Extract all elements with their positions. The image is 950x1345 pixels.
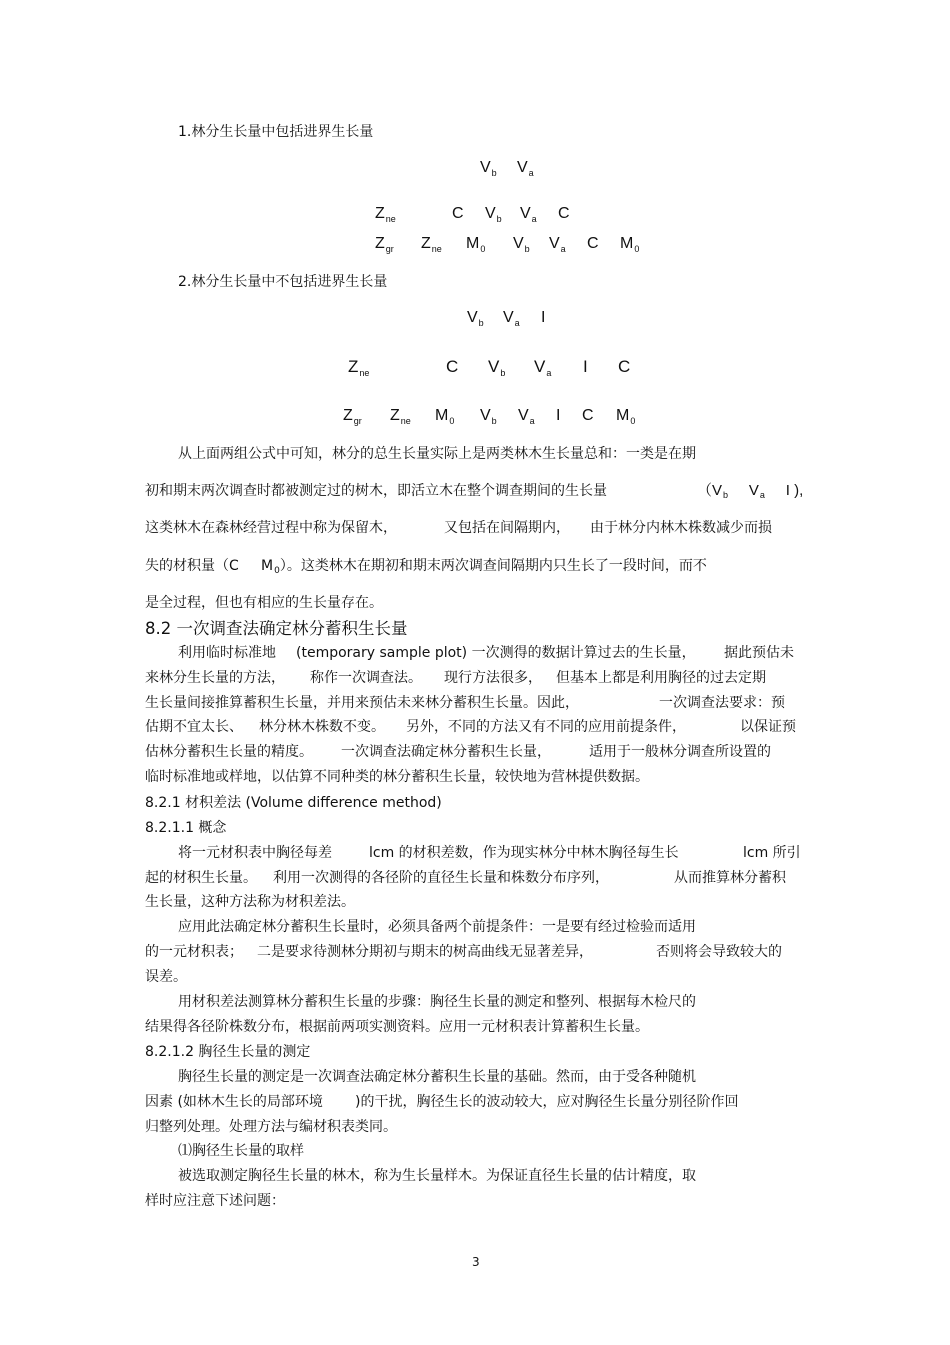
formula-symbol: $V_a$ <box>503 309 520 328</box>
section-8-2-1-1-title: 8.2.1.1 概念 <box>145 820 227 836</box>
s82-line4a: 估期不宜太长、 <box>145 719 243 735</box>
para1-line2-formula: （$V_b$ $V_a$ I ), <box>697 482 804 500</box>
para1-line3a: 这类林木在森林经营过程中称为保留木， <box>145 520 397 536</box>
formula-symbol: $Z_{gr}$ <box>375 235 394 254</box>
formula-subscript: 0 <box>630 416 636 426</box>
formula-symbol: $V_b$ <box>480 159 497 178</box>
s82-line4d: 以保证预 <box>740 719 796 735</box>
para1-line1: 从上面两组公式中可知，林分的总生长量实际上是两类林木生长量总和：一类是在期 <box>178 446 696 462</box>
p8212-line6: 样时应注意下述问题： <box>145 1193 285 1209</box>
formula-symbol: C <box>587 235 599 252</box>
p8211-line2c: 从而推算林分蓄积 <box>674 870 786 886</box>
formula-symbol: I <box>583 357 588 376</box>
formula-symbol: $V_b$ <box>480 407 497 426</box>
p8211-line8: 结果得各径阶株数分布，根据前两项实测资料。应用一元材积表计算蓄积生长量。 <box>145 1019 649 1035</box>
formula-subscript: 0 <box>480 244 486 254</box>
p8211-line1c: lcm 所引 <box>743 845 801 861</box>
formula-subscript: 0 <box>449 416 455 426</box>
formula-subscript: b <box>500 368 506 378</box>
formula-symbol: $V_a$ <box>518 407 535 426</box>
p8211-line5a: 的一元材积表； <box>145 944 243 960</box>
s82-line3b: 一次调查法要求：预 <box>659 695 785 711</box>
formula-subscript: ne <box>385 214 396 224</box>
formula-symbol: C <box>558 205 570 222</box>
formula-symbol: $V_a$ <box>520 205 537 224</box>
s82-line2a: 来林分生长量的方法， <box>145 670 285 686</box>
formula-subscript: b <box>491 416 497 426</box>
formula-subscript: b <box>491 168 497 178</box>
formula-symbol: C <box>618 357 631 376</box>
formula-symbol: $Z_{ne}$ <box>421 235 442 254</box>
heading-1: 1.林分生长量中包括进界生长量 <box>178 124 374 140</box>
p8212-line3: 归整列处理。处理方法与编材积表类同。 <box>145 1119 397 1135</box>
formula-symbol: $M_0$ <box>435 407 455 426</box>
para1-line3b: 又包括在间隔期内， <box>444 520 570 536</box>
formula-symbol: $V_b$ <box>513 235 530 254</box>
s82-line2c: 现行方法很多， <box>444 670 542 686</box>
s82-line1c: 据此预估未 <box>724 645 794 661</box>
formula-subscript: a <box>514 318 520 328</box>
formula-subscript: ne <box>400 416 411 426</box>
s82-line6: 临时标准地或样地，以估算不同种类的林分蓄积生长量，较快地为营林提供数据。 <box>145 769 649 785</box>
s82-line4c: 另外，不同的方法又有不同的应用前提条件， <box>406 719 686 735</box>
formula-subscript: 0 <box>634 244 640 254</box>
p8211-line1b: lcm 的材积差数，作为现实林分中林木胸径每生长 <box>369 845 679 861</box>
formula-subscript: a <box>546 368 552 378</box>
p8211-line4: 应用此法确定林分蓄积生长量时，必须具备两个前提条件：一是要有经过检验而适用 <box>178 919 696 935</box>
s82-line4b: 林分林木株数不变。 <box>259 719 385 735</box>
formula-symbol: $Z_{ne}$ <box>390 407 411 426</box>
s82-line5b: 一次调查法确定林分蓄积生长量， <box>341 744 551 760</box>
formula-subscript: ne <box>359 368 370 378</box>
formula-symbol: $V_b$ <box>485 205 502 224</box>
s82-line3a: 生长量间接推算蓄积生长量，并用来预估未来林分蓄积生长量。因此， <box>145 695 579 711</box>
s82-line5a: 估林分蓄积生长量的精度。 <box>145 744 313 760</box>
p8211-line5b: 二是要求待测林分期初与期末的树高曲线无显著差异， <box>257 944 593 960</box>
formula-symbol: $Z_{ne}$ <box>375 205 396 224</box>
p8212-line2b: )的干扰，胸径生长的波动较大，应对胸径生长量分别径阶作回 <box>355 1094 739 1110</box>
p8212-line5: 被选取测定胸径生长量的林木，称为生长量样木。为保证直径生长量的估计精度，取 <box>178 1168 696 1184</box>
s82-line2d: 但基本上都是利用胸径的过去定期 <box>556 670 766 686</box>
section-8-2-1-title: 8.2.1 材积差法 (Volume difference method) <box>145 795 442 811</box>
section-8-2-1-2-title: 8.2.1.2 胸径生长量的测定 <box>145 1044 311 1060</box>
p8211-line6: 误差。 <box>145 969 187 985</box>
formula-symbol: $V_b$ <box>467 309 484 328</box>
s82-line2b: 称作一次调查法。 <box>310 670 422 686</box>
formula-subscript: b <box>478 318 484 328</box>
formula-subscript: a <box>560 244 566 254</box>
formula-symbol: $M_0$ <box>616 407 636 426</box>
formula-symbol: C <box>452 205 464 222</box>
formula-symbol: $V_a$ <box>534 357 552 378</box>
formula-subscript: gr <box>353 416 362 426</box>
formula-subscript: gr <box>385 244 394 254</box>
formula-symbol: $V_b$ <box>488 357 506 378</box>
p8211-line5c: 否则将会导致较大的 <box>656 944 782 960</box>
para1-line5: 是全过程，但也有相应的生长量存在。 <box>145 595 383 611</box>
section-8-2-title: 8.2 一次调查法确定林分蓄积生长量 <box>145 619 408 638</box>
para1-line2: 初和期末两次调查时都被测定过的树木，即活立木在整个调查期间的生长量 <box>145 483 607 499</box>
formula-subscript: a <box>529 416 535 426</box>
s82-line5c: 适用于一般林分调查所设置的 <box>589 744 771 760</box>
p8211-line7: 用材积差法测算林分蓄积生长量的步骤：胸径生长量的测定和整列、根据每木检尺的 <box>178 994 696 1010</box>
formula-subscript: b <box>524 244 530 254</box>
page-number: 3 <box>472 1255 480 1269</box>
formula-symbol: $Z_{ne}$ <box>348 357 370 378</box>
formula-subscript: a <box>528 168 534 178</box>
formula-symbol: $M_0$ <box>466 235 486 254</box>
heading-2: 2.林分生长量中不包括进界生长量 <box>178 274 388 290</box>
formula-symbol: C <box>446 357 459 376</box>
formula-symbol: $V_a$ <box>517 159 534 178</box>
p8212-line4: ⑴胸径生长量的取样 <box>178 1143 304 1159</box>
formula-subscript: b <box>496 214 502 224</box>
para1-line3c: 由于林分内林木株数减少而损 <box>590 520 772 536</box>
formula-symbol: $M_0$ <box>620 235 640 254</box>
s82-line1b: (temporary sample plot) 一次测得的数据计算过去的生长量， <box>296 645 696 661</box>
p8211-line2a: 起的材积生长量。 <box>145 870 257 886</box>
s82-line1a: 利用临时标准地 <box>178 645 276 661</box>
formula-symbol: I <box>541 309 546 326</box>
formula-subscript: ne <box>431 244 442 254</box>
para1-line4: 失的材积量（C $M_0$）。这类林木在期初和期末两次调查间隔期内只生长了一段时间，而不 <box>145 558 707 576</box>
formula-symbol: C <box>582 407 594 424</box>
p8211-line3: 生长量，这种方法称为材积差法。 <box>145 894 355 910</box>
p8211-line1a: 将一元材积表中胸径每差 <box>178 845 332 861</box>
formula-symbol: $V_a$ <box>549 235 566 254</box>
formula-symbol: $Z_{gr}$ <box>343 407 362 426</box>
p8212-line2a: 因素 (如林木生长的局部环境 <box>145 1094 323 1110</box>
formula-symbol: I <box>556 407 561 424</box>
formula-subscript: a <box>531 214 537 224</box>
p8211-line2b: 利用一次测得的各径阶的直径生长量和株数分布序列， <box>273 870 609 886</box>
p8212-line1: 胸径生长量的测定是一次调查法确定林分蓄积生长量的基础。然而，由于受各种随机 <box>178 1069 696 1085</box>
